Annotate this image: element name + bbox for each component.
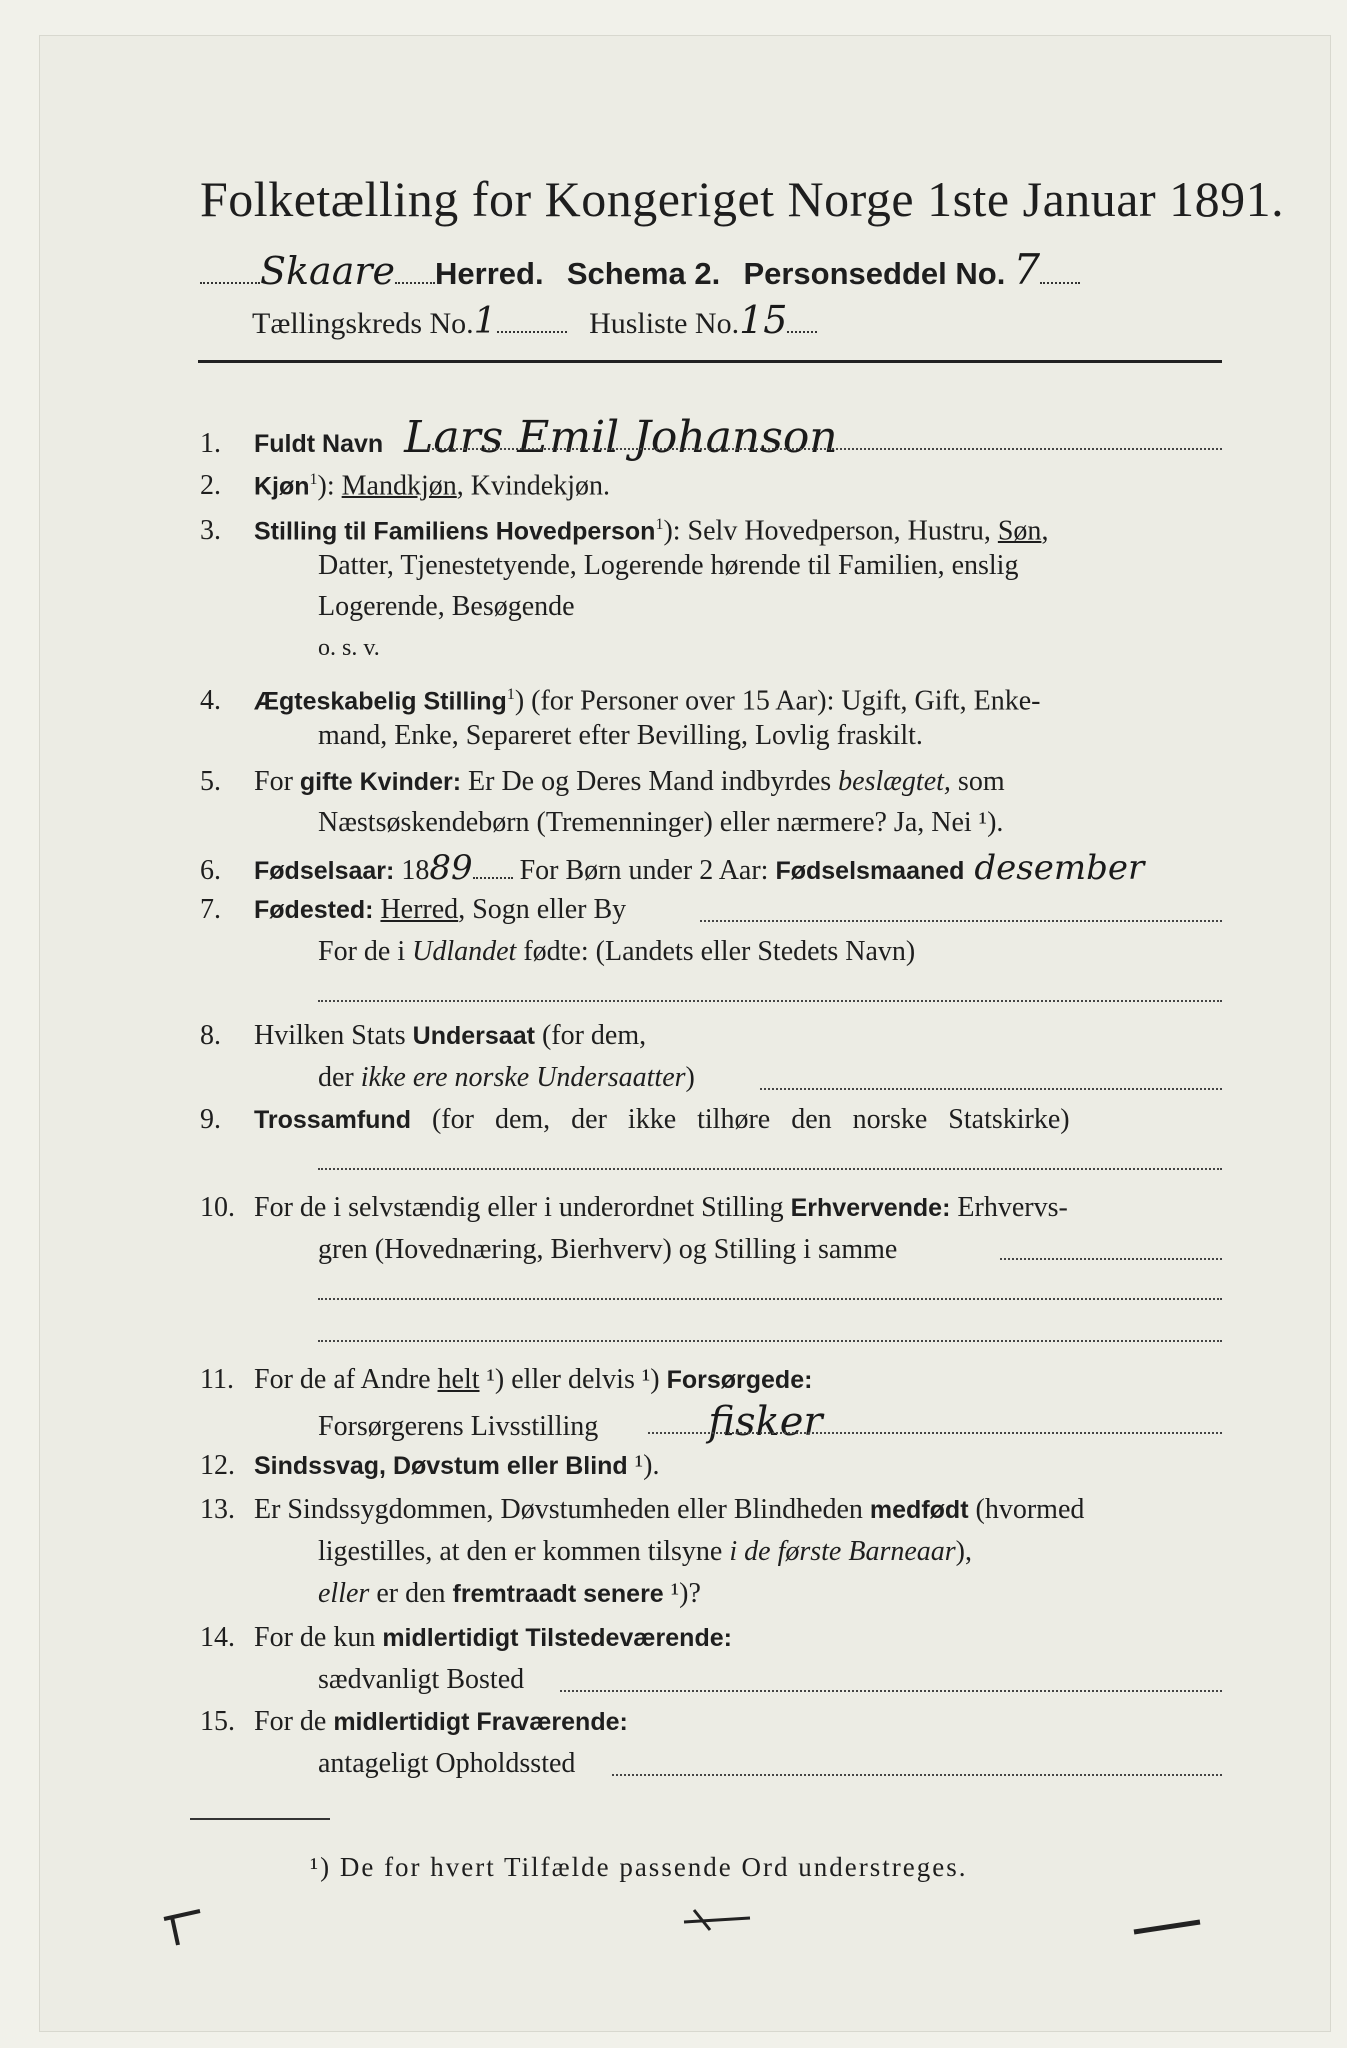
- item-3: [200, 505, 1048, 551]
- support-text: For de af Andre: [254, 1364, 438, 1395]
- relation-label: Stilling til Familiens Hovedperson: [254, 517, 656, 546]
- kreds-label: Tællingskreds No.: [252, 307, 474, 340]
- husliste-value: 15: [739, 298, 788, 342]
- tick-mark-left: [160, 1905, 220, 1950]
- relation-comma: ,: [1041, 515, 1049, 547]
- personseddel-value: 7: [1013, 245, 1041, 294]
- item-14: [200, 1618, 732, 1658]
- footnote: ¹) De for hvert Tilfælde passende Ord understreges.: [310, 1852, 968, 1882]
- item-number: 6.: [200, 855, 221, 886]
- sex-option-female: , Kvindekjøn.: [456, 470, 610, 502]
- citizenship-end: ): [685, 1062, 695, 1093]
- occupation-end: Erhvervs-: [950, 1192, 1068, 1223]
- married-women-line-2: Næstsøskendebørn (Tremenninger) eller nærmere? Ja, Nei ¹).: [318, 807, 1004, 838]
- item-number: 5.: [200, 766, 221, 797]
- marital-line-2: mand, Enke, Separeret efter Bevilling, Lovlig fraskilt.: [318, 720, 923, 751]
- abroad-italic: Udlandet: [412, 936, 517, 967]
- footnote-ref: 1: [655, 516, 664, 533]
- occupation-field-3: [318, 1340, 1222, 1342]
- occupation-field-1: [1000, 1258, 1222, 1260]
- abroad-pre: For de i: [318, 936, 413, 967]
- footnote-ref: 1: [309, 471, 318, 488]
- congenital-line-2-text: ligestilles, at den er kommen tilsyne: [318, 1536, 730, 1567]
- birthplace-line: [700, 920, 1222, 922]
- husliste-label: Husliste No.: [589, 307, 740, 340]
- citizenship-field: [760, 1088, 1222, 1090]
- item-15-pre: For de: [254, 1706, 334, 1737]
- birth-year-value: 89: [429, 848, 473, 888]
- item-number: 10.: [200, 1192, 235, 1223]
- congenital-line-3-text: er den: [369, 1578, 453, 1609]
- item-7: [200, 890, 626, 930]
- item-4: [200, 675, 1040, 721]
- item-number: 13.: [200, 1494, 235, 1525]
- religion-label: Trossamfund: [254, 1106, 411, 1134]
- header-row-kreds: [252, 298, 817, 342]
- probable-residence-label: antageligt Opholdssted: [318, 1748, 576, 1779]
- tick-mark-middle: [680, 1900, 760, 1940]
- item-5-italic: beslægtet,: [838, 766, 951, 797]
- item-8: [200, 1016, 646, 1056]
- item-12: [200, 1446, 659, 1486]
- item-14-pre: For de kun: [254, 1622, 383, 1653]
- item-number: 11.: [200, 1364, 234, 1395]
- relation-line-2: Datter, Tjenestetyende, Logerende hørende til Familien, enslig: [318, 550, 1019, 581]
- schema-label: Schema 2.: [566, 256, 721, 291]
- support-line-2: [318, 1399, 823, 1447]
- congenital-line-3: [318, 1574, 701, 1614]
- item-number: 15.: [200, 1706, 235, 1737]
- footnote-divider: [190, 1818, 330, 1820]
- sex-text: ):: [317, 470, 342, 502]
- item-6: [200, 848, 1144, 891]
- sex-label: Kjøn: [254, 472, 310, 501]
- abroad-end: fødte: (Landets eller Stedets Navn): [516, 936, 916, 967]
- birthplace-abroad-field: [318, 1000, 1222, 1002]
- citizenship-label: Undersaat: [412, 1022, 535, 1050]
- item-5-text: Er De og Deres Mand indbyrdes: [461, 766, 839, 797]
- item-5: [200, 762, 1005, 802]
- congenital-label: medfødt: [869, 1496, 969, 1524]
- header-row-herred: [200, 245, 1080, 294]
- provider-occupation-value: fisker: [708, 1399, 823, 1445]
- birthplace-abroad-line: [318, 932, 915, 972]
- personseddel-label: Personseddel No.: [743, 256, 1006, 291]
- congenital-line-2-end: ),: [955, 1536, 972, 1567]
- probable-residence-field: [612, 1774, 1222, 1776]
- item-5-pre: For: [254, 766, 300, 797]
- item-number: 2.: [200, 470, 221, 502]
- congenital-line-3-end: ¹)?: [663, 1578, 701, 1609]
- full-name-value: Lars Emil Johanson: [404, 412, 838, 463]
- item-9: [200, 1100, 1070, 1140]
- relation-option-son: Søn: [997, 515, 1042, 547]
- occupation-label: Erhvervende:: [790, 1194, 951, 1222]
- item-number: 3.: [200, 515, 221, 547]
- occupation-line-2: gren (Hovednæring, Bierhverv) og Stilling i samme: [318, 1234, 898, 1265]
- footnote-ref: 1: [506, 686, 515, 703]
- birth-month-value: desember: [974, 848, 1145, 888]
- item-1: [200, 412, 838, 464]
- provider-occupation-field: [648, 1432, 1222, 1434]
- item-number: 12.: [200, 1450, 235, 1481]
- support-option-helt: helt: [437, 1364, 480, 1395]
- sex-option-male: Mandkjøn: [341, 470, 457, 502]
- full-name-label: Fuldt Navn: [254, 430, 384, 458]
- item-number: 14.: [200, 1622, 235, 1653]
- birth-year-label: Fødselsaar:: [254, 857, 395, 885]
- item-5-end: som: [950, 766, 1005, 797]
- occupation-field-2: [318, 1298, 1222, 1300]
- provider-occupation-label: Forsørgerens Livsstilling: [318, 1411, 599, 1442]
- occupation-text: For de i selvstændig eller i underordnet Stilling: [254, 1192, 791, 1223]
- usual-residence-label: sædvanligt Bosted: [318, 1664, 525, 1695]
- congenital-end: (hvormed: [968, 1494, 1085, 1525]
- birthplace-option-herred: Herred: [380, 894, 459, 925]
- item-10: [200, 1188, 1068, 1228]
- marital-options: ) (for Personer over 15 Aar): Ugift, Gift, Enke-: [514, 685, 1041, 717]
- birth-year-prefix: 18: [394, 855, 430, 886]
- item-15: [200, 1702, 628, 1742]
- religion-field: [318, 1168, 1222, 1170]
- form-title: Folketælling for Kongeriget Norge 1ste Januar 1891.: [200, 171, 1285, 227]
- religion-text: (for dem, der ikke tilhøre den norske Statskirke): [410, 1104, 1070, 1135]
- temporary-absent-label: midlertidigt Fraværende:: [333, 1708, 628, 1736]
- birthplace-label: Fødested:: [254, 896, 374, 924]
- kreds-value: 1: [473, 301, 497, 342]
- disability-label: Sindssvag, Døvstum eller Blind: [254, 1452, 628, 1480]
- relation-options: ): Selv Hovedperson, Hustru,: [663, 515, 998, 547]
- usual-residence-field: [560, 1690, 1222, 1692]
- item-11: [200, 1360, 812, 1400]
- congenital-line-2-italic: i de første Barneaar: [729, 1536, 956, 1567]
- support-mid: ¹) eller delvis ¹): [479, 1364, 667, 1395]
- full-name-line: [428, 448, 1222, 450]
- married-women-label: gifte Kvinder:: [299, 768, 462, 796]
- herred-value: Skaare: [260, 249, 396, 293]
- item-number: 4.: [200, 685, 221, 717]
- item-number: 9.: [200, 1104, 221, 1135]
- birthplace-options: , Sogn eller By: [458, 894, 627, 925]
- item-8-end: (for dem,: [534, 1020, 647, 1051]
- congenital-line-2: [318, 1532, 972, 1572]
- marital-label: Ægteskabelig Stilling: [254, 687, 507, 716]
- temporary-present-label: midlertidigt Tilstedeværende:: [382, 1624, 732, 1652]
- item-8-pre: Hvilken Stats: [254, 1020, 413, 1051]
- item-number: 1.: [200, 428, 221, 459]
- later-onset-label: fremtraadt senere: [452, 1580, 664, 1608]
- herred-label: Herred.: [435, 256, 544, 291]
- header-divider: [198, 360, 1222, 363]
- birth-month-text: For Børn under 2 Aar:: [512, 855, 776, 886]
- item-number: 7.: [200, 894, 221, 925]
- congenital-text: Er Sindssygdommen, Døvstumheden eller Blindheden: [254, 1494, 870, 1525]
- citizenship-italic: ikke ere norske Undersaatter: [360, 1062, 686, 1093]
- disability-end: ¹).: [627, 1450, 660, 1481]
- birth-month-label: Fødselsmaaned: [775, 857, 965, 885]
- citizenship-pre: der: [318, 1062, 361, 1093]
- relation-line-4: o. s. v.: [318, 635, 380, 661]
- item-13: [200, 1490, 1084, 1530]
- item-2: [200, 460, 610, 506]
- relation-line-3: Logerende, Besøgende: [318, 591, 575, 622]
- item-number: 8.: [200, 1020, 221, 1051]
- support-label: Forsørgede:: [666, 1366, 813, 1394]
- citizenship-line-2: [318, 1058, 695, 1098]
- tick-mark-right: [1130, 1912, 1210, 1942]
- congenital-line-3-italic: eller: [318, 1578, 370, 1609]
